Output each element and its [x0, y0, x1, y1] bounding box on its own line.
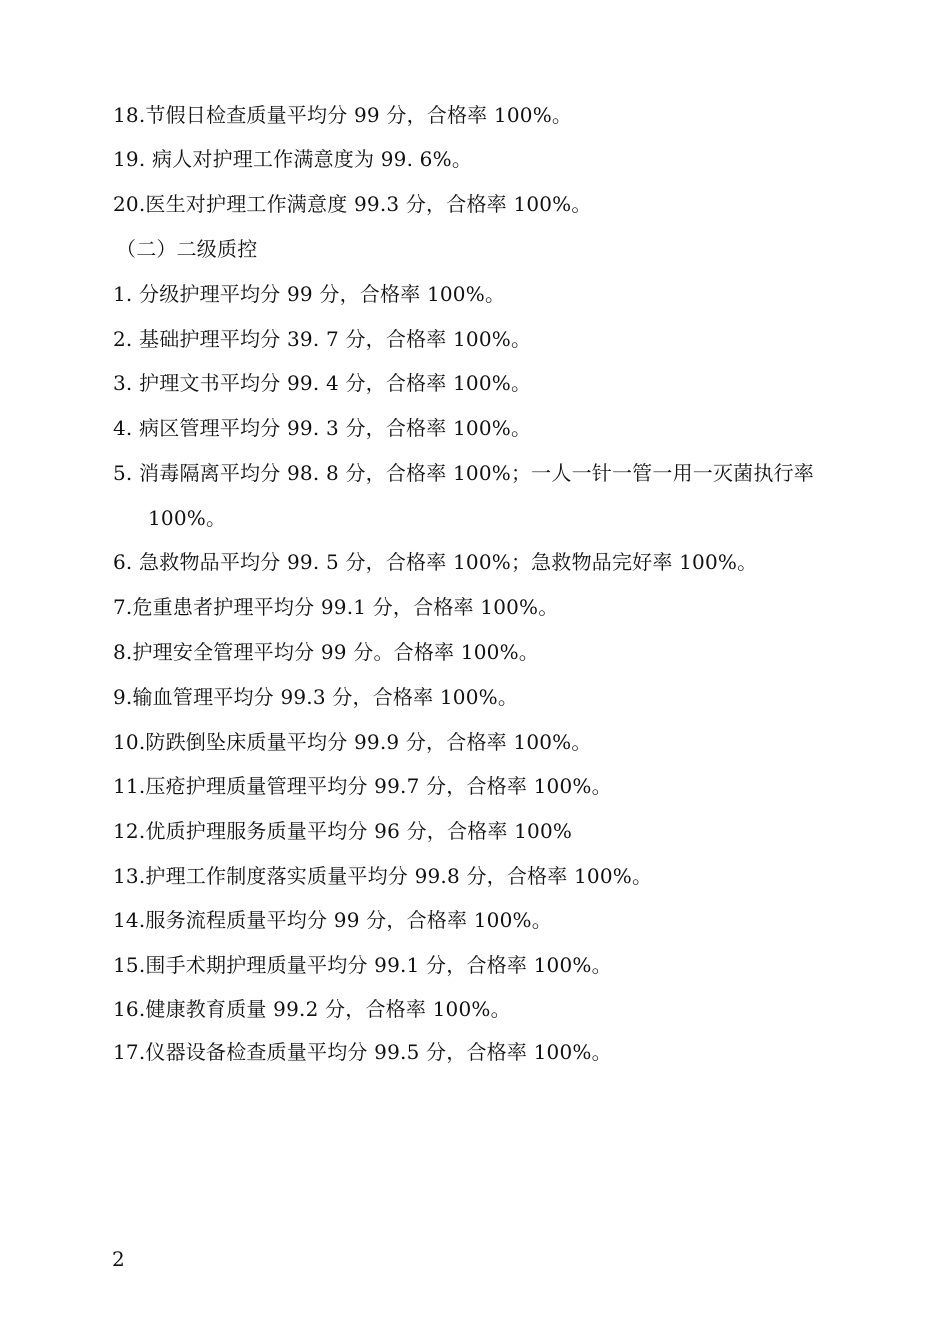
- item-line-16: 16.健康教育质量 99.2 分，合格率 100%。: [113, 997, 511, 1021]
- item-line-17: 17.仪器设备检查质量平均分 99.5 分，合格率 100%。: [113, 1040, 612, 1064]
- item-line-2: 2. 基础护理平均分 39. 7 分，合格率 100%。: [113, 327, 532, 351]
- item-line-4: 4. 病区管理平均分 99. 3 分，合格率 100%。: [113, 416, 532, 440]
- item-line-7: 7.危重患者护理平均分 99.1 分，合格率 100%。: [113, 595, 559, 619]
- item-line-5-continued: 100%。: [148, 506, 227, 530]
- item-line-12: 12.优质护理服务质量平均分 96 分，合格率 100%: [113, 819, 573, 843]
- item-line-15: 15.围手术期护理质量平均分 99.1 分，合格率 100%。: [113, 953, 612, 977]
- item-line-6: 6. 急救物品平均分 99. 5 分，合格率 100%；急救物品完好率 100%。: [113, 550, 758, 574]
- item-line-8: 8.护理安全管理平均分 99 分。合格率 100%。: [113, 640, 539, 664]
- item-line-9: 9.输血管理平均分 99.3 分，合格率 100%。: [113, 685, 519, 709]
- item-line-20: 20.医生对护理工作满意度 99.3 分，合格率 100%。: [113, 192, 592, 216]
- item-line-10: 10.防跌倒坠床质量平均分 99.9 分，合格率 100%。: [113, 730, 592, 754]
- item-line-1: 1. 分级护理平均分 99 分，合格率 100%。: [113, 282, 506, 306]
- item-line-3: 3. 护理文书平均分 99. 4 分，合格率 100%。: [113, 371, 532, 395]
- item-line-19: 19. 病人对护理工作满意度为 99. 6%。: [113, 147, 473, 171]
- item-line-14: 14.服务流程质量平均分 99 分，合格率 100%。: [113, 908, 552, 932]
- page-number: 2: [112, 1247, 125, 1271]
- item-line-5: 5. 消毒隔离平均分 98. 8 分，合格率 100%；一人一针一管一用一灭菌执行率: [113, 461, 814, 485]
- section-heading: （二）二级质控: [116, 237, 258, 261]
- item-line-11: 11.压疮护理质量管理平均分 99.7 分，合格率 100%。: [113, 774, 612, 798]
- item-line-13: 13.护理工作制度落实质量平均分 99.8 分，合格率 100%。: [113, 864, 653, 888]
- item-line-18: 18.节假日检查质量平均分 99 分，合格率 100%。: [113, 103, 573, 127]
